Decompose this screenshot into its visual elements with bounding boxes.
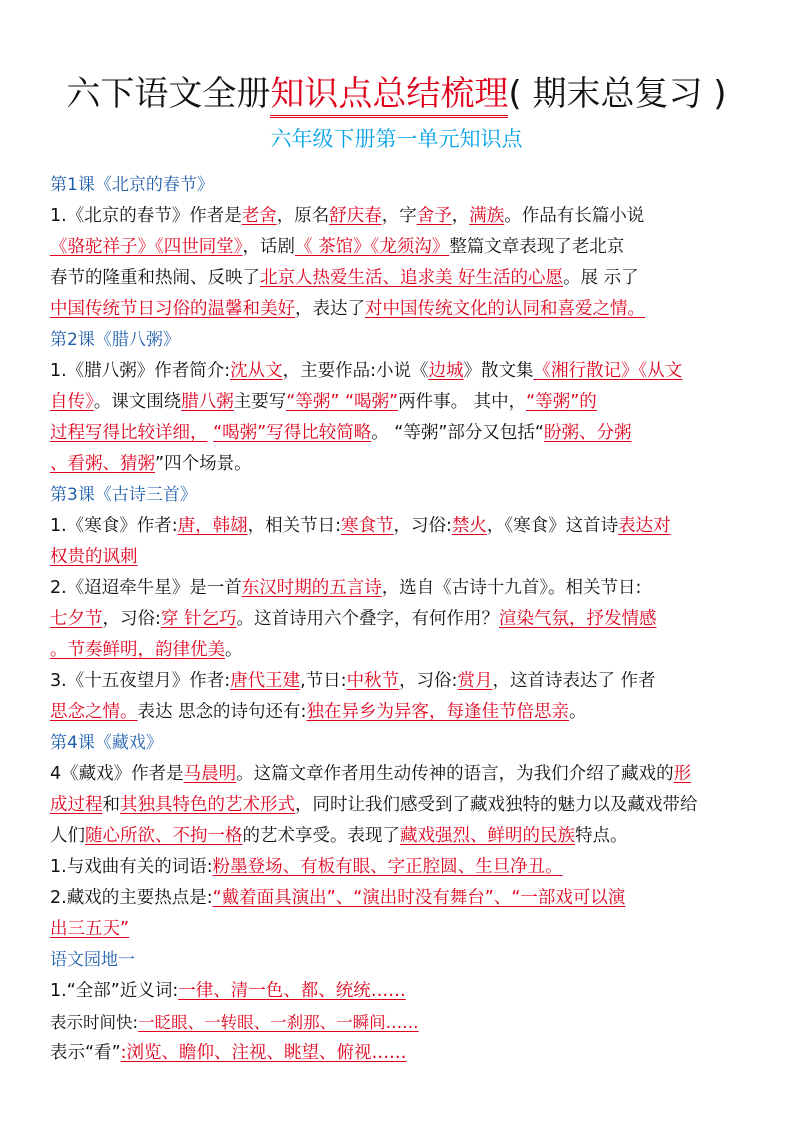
text-segment: ，原名 <box>276 206 330 226</box>
answer-highlight: :浏览、瞻仰、注视、眺望、俯视…… <box>120 1043 407 1063</box>
text-segment: 2.藏戏的主要热点是: <box>50 888 213 908</box>
text-segment: 3.《十五夜望月》作者: <box>50 671 231 691</box>
answer-highlight: 渲染气氛，抒发情感 <box>498 609 657 629</box>
answer-highlight: 出三五天” <box>50 919 130 939</box>
section-heading <box>50 480 750 511</box>
text-line <box>50 914 750 945</box>
text-segment: 。 “等粥”部分又包括“ <box>371 423 544 443</box>
text-segment: 4《藏戏》作者是 <box>50 764 184 784</box>
text-line <box>50 573 750 604</box>
text-segment: ，选自《古诗十九首》。相关节日: <box>381 578 642 598</box>
text-segment: 和 <box>102 795 120 815</box>
answer-highlight: 中国传统节日习俗的温馨和美好 <box>50 299 295 319</box>
answer-highlight: 一眨眼、一转眼、一刹那、一瞬间…… <box>138 1013 419 1032</box>
answer-highlight: “戴着面具演出”、“演出时没有舞台”、“一部戏可以演 <box>212 888 626 908</box>
answer-highlight: 腊八粥 <box>181 392 234 412</box>
answer-highlight: 舒庆春 <box>329 206 382 226</box>
text-line <box>50 883 750 914</box>
text-segment: ，主要作品:小说《 <box>282 361 429 381</box>
text-segment: 。展 示了 <box>563 268 639 288</box>
answer-highlight: 《骆驼祥子》《四世同堂》 <box>50 237 243 257</box>
answer-highlight: 思念之情。 <box>50 702 138 722</box>
text-segment: 主要写 <box>233 392 287 412</box>
answer-highlight: 中秋节 <box>346 671 400 691</box>
text-segment: ，话剧 <box>242 237 295 257</box>
text-segment: 春节的隆重和热闹、反映了 <box>50 268 260 288</box>
text-segment: 2.《迢迢牵牛星》是一首 <box>50 578 242 598</box>
answer-highlight: 赏月 <box>457 671 493 691</box>
answer-highlight: 一律、清一色、都、统统…… <box>178 981 406 1001</box>
answer-highlight: 七夕节 <box>50 609 103 629</box>
answer-highlight: 边城 <box>428 361 464 381</box>
text-line <box>50 387 750 418</box>
text-segment: 1.“全部”近义词: <box>50 981 179 1001</box>
text-line <box>50 418 750 449</box>
text-segment: 语文园地一 <box>50 950 135 970</box>
answer-highlight: 随心所欲、不拘一格 <box>85 826 243 846</box>
answer-highlight: 老舍 <box>241 206 277 226</box>
text-segment: 。 <box>225 640 243 660</box>
text-segment: 。 <box>568 702 587 722</box>
answer-highlight: 粉墨登场、有板有眼、字正腔圆、生旦净丑。 <box>212 857 563 877</box>
text-segment: ，习俗: <box>393 516 452 536</box>
answer-highlight: “喝粥”写得比较简略 <box>213 423 372 443</box>
text-segment: 两件事。 其中， <box>398 392 527 412</box>
text-segment: 。这首诗用六个叠字，有何作用？ <box>236 609 499 629</box>
title-suffix: ( 期末总复习 ) <box>508 74 727 114</box>
text-line <box>50 232 750 263</box>
content-body <box>50 170 750 1069</box>
page-subtitle: 六年级下册第一单元知识点 <box>270 127 523 151</box>
text-segment: ，习俗: <box>399 671 458 691</box>
section-heading <box>50 170 750 201</box>
answer-highlight: 表达对 <box>618 516 671 536</box>
text-segment: 。作品有长篇小说 <box>504 206 645 226</box>
text-line <box>50 356 750 387</box>
text-segment: ，字 <box>381 206 417 226</box>
answer-highlight: 。节奏鲜明，韵律优美 <box>50 640 225 660</box>
text-segment: 表示“看” <box>50 1043 121 1063</box>
answer-highlight: 舍予 <box>416 206 452 226</box>
text-segment: 。这篇文章作者用生动传神的语言，为我们介绍了藏戏的 <box>236 764 674 784</box>
title-prefix: 六下语文全册 <box>66 74 271 114</box>
section-heading <box>50 728 750 759</box>
answer-highlight: 成过程 <box>50 795 103 815</box>
text-segment: 特点。 <box>575 826 628 846</box>
answer-highlight: 沈从文 <box>230 361 283 381</box>
answer-highlight: 藏戏强烈、鲜明的民族 <box>400 826 575 846</box>
text-segment: 第4课《藏戏》 <box>50 733 163 753</box>
text-segment: ”四个场景。 <box>155 454 252 474</box>
answer-highlight: 对中国传统文化的认同和喜爱之情。 <box>365 299 645 319</box>
text-segment: 整篇文章表现了老北京 <box>449 237 625 257</box>
text-segment: ,节日: <box>300 671 347 691</box>
text-segment: ， <box>451 206 470 226</box>
text-line <box>50 511 750 542</box>
text-segment: 表达 思念的诗句还有: <box>137 702 307 722</box>
text-segment: ，表达了 <box>295 299 365 319</box>
text-segment: ，习俗: <box>102 609 161 629</box>
text-segment: 1.《北京的春节》作者是 <box>50 206 242 226</box>
answer-highlight: 北京人热爱生活、追求美 好生活的心愿 <box>260 268 564 288</box>
text-segment: 的艺术享受。表现了 <box>242 826 400 846</box>
answer-highlight: “等粥” “喝粥” <box>286 392 399 412</box>
text-segment: 第1课《北京的春节》 <box>50 175 214 195</box>
text-segment: ，相关节日: <box>247 516 341 536</box>
text-line <box>50 852 750 883</box>
text-line <box>50 449 750 480</box>
answer-highlight: 唐，韩翃 <box>177 516 248 536</box>
section-heading <box>50 325 750 356</box>
text-segment: 1.《腊八粥》作者简介: <box>50 361 231 381</box>
text-segment: 。课文围绕 <box>93 392 182 412</box>
answer-highlight: 唐代王建 <box>230 671 301 691</box>
answer-highlight: 穿 针乞巧 <box>160 609 237 629</box>
text-line <box>50 201 750 232</box>
answer-highlight: “等粥”的 <box>526 392 597 412</box>
answer-highlight: 其独具特色的艺术形式 <box>120 795 295 815</box>
text-segment: 1.《寒食》作者: <box>50 516 178 536</box>
answer-highlight: 独在异乡为异客，每逢佳节倍思亲 <box>306 702 569 722</box>
page-title <box>0 70 793 118</box>
answer-highlight: 《 茶馆》《龙须沟》 <box>295 237 450 257</box>
answer-highlight: 满族 <box>469 206 505 226</box>
text-segment: ，同时让我们感受到了藏戏独特的魅力以及藏戏带给 <box>295 795 698 815</box>
answer-highlight: 《湘行散记》《从文 <box>533 361 683 381</box>
text-line <box>50 294 750 325</box>
answer-highlight: 盼粥、分粥 <box>543 423 632 443</box>
section-heading <box>50 945 750 976</box>
text-line <box>50 1007 750 1038</box>
text-line <box>50 542 750 573</box>
text-segment: 》散文集 <box>463 361 534 381</box>
answer-highlight: 形 <box>673 764 692 784</box>
text-segment: ，这首诗表达了 作者 <box>492 671 656 691</box>
text-segment: 表示时间快: <box>50 1013 139 1032</box>
answer-highlight: 寒食节 <box>341 516 394 536</box>
text-line <box>50 604 750 635</box>
answer-highlight: 禁火 <box>451 516 487 536</box>
answer-highlight: 马晨明 <box>183 764 237 784</box>
answer-highlight: 、看粥、猜粥 <box>50 454 155 474</box>
title-highlight: 知识点总结梳理 <box>270 74 508 118</box>
text-line <box>50 790 750 821</box>
answer-highlight: 权贵的讽刺 <box>50 547 138 567</box>
text-segment: 1.与戏曲有关的词语: <box>50 857 213 877</box>
text-line <box>50 666 750 697</box>
text-line <box>50 263 750 294</box>
text-line <box>50 1038 750 1069</box>
text-line <box>50 821 750 852</box>
text-segment: ，《寒食》这首诗 <box>486 516 619 536</box>
text-segment: 人们 <box>50 826 85 846</box>
text-line <box>50 635 750 666</box>
text-segment: 第3课《古诗三首》 <box>50 485 197 505</box>
text-segment: 第2课《腊八粥》 <box>50 330 180 350</box>
answer-highlight: 过程写得比较详细， <box>50 423 208 443</box>
text-line <box>50 976 750 1007</box>
answer-highlight: 东汉时期的五言诗 <box>241 578 382 598</box>
text-line <box>50 697 750 728</box>
answer-highlight: 自传》 <box>50 392 94 412</box>
text-line <box>50 759 750 790</box>
